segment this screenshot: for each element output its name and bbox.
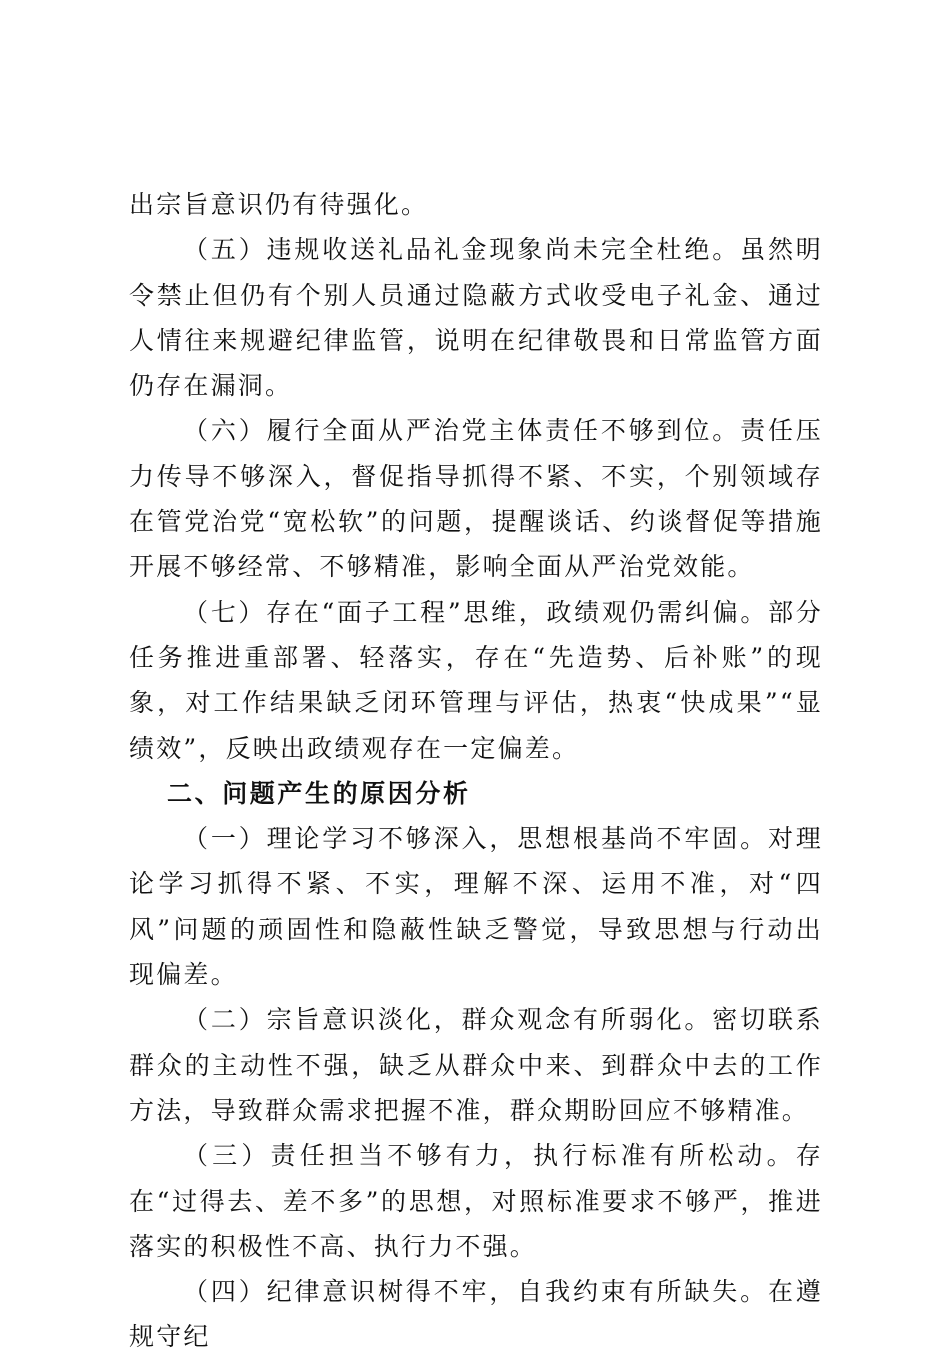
paragraph-cause-3: （三）责任担当不够有力，执行标准有所松动。存在“过得去、差不多”的思想，对照标准要求不够严，推进落实的积极性不高、执行力不强。	[129, 1141, 823, 1261]
paragraph-cause-2: （二）宗旨意识淡化，群众观念有所弱化。密切联系群众的主动性不强，缺乏从群众中来、到群众中去的工作方法，导致群众需求把握不准，群众期盼回应不够精准。	[129, 1005, 823, 1125]
paragraph-cause-4: （四）纪律意识树得不牢，自我约束有所缺失。在遵规守纪	[129, 1277, 823, 1352]
paragraph-cause-1: （一）理论学习不够深入，思想根基尚不牢固。对理论学习抓得不紧、不实，理解不深、运用不准，对“四风”问题的顽固性和隐蔽性缺乏警觉，导致思想与行动出现偏差。	[129, 824, 823, 990]
paragraph-item-7: （七）存在“面子工程”思维，政绩观仍需纠偏。部分任务推进重部署、轻落实，存在“先造势、后补账”的现象，对工作结果缺乏闭环管理与评估，热衷“快成果”“显绩效”，反映出政绩观存在一定偏差。	[129, 597, 823, 763]
paragraph-continuation: 出宗旨意识仍有待强化。	[129, 190, 429, 219]
document-body	[129, 182, 823, 1360]
paragraph-item-6: （六）履行全面从严治党主体责任不够到位。责任压力传导不够深入，督促指导抓得不紧、不实，个别领域存在管党治党“宽松软”的问题，提醒谈话、约谈督促等措施开展不够经常、不够精准，影响全面从严治党效能。	[129, 416, 823, 582]
section-heading-cause-analysis: 二、问题产生的原因分析	[167, 778, 471, 808]
paragraph-item-5: （五）违规收送礼品礼金现象尚未完全杜绝。虽然明令禁止但仍有个别人员通过隐蔽方式收受电子礼金、通过人情往来规避纪律监管，说明在纪律敬畏和日常监管方面仍存在漏洞。	[129, 235, 823, 401]
